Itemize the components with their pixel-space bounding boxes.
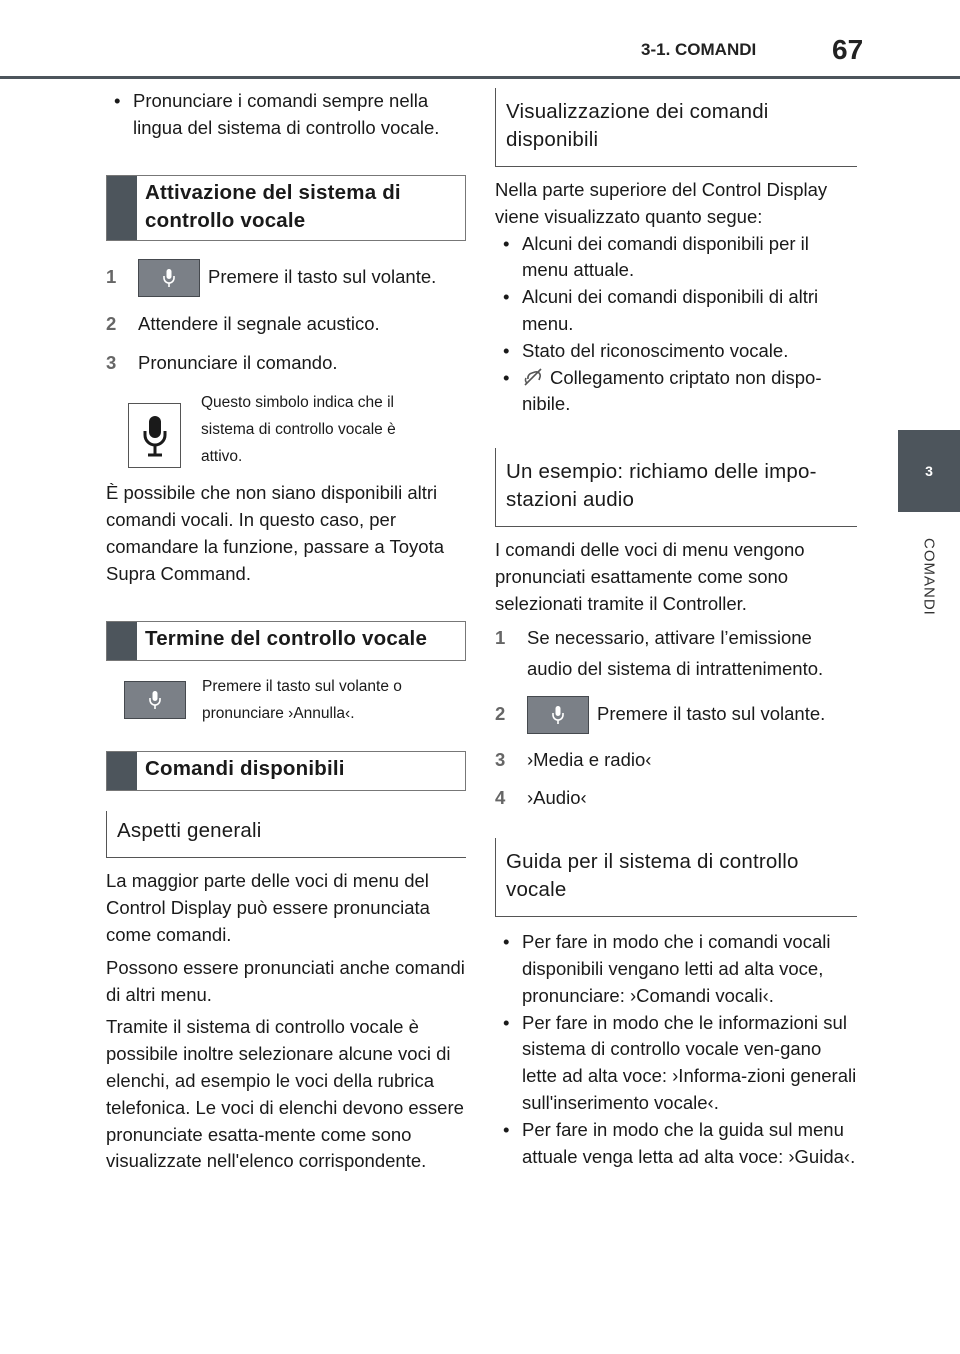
no-encrypted-connection-icon [522, 367, 544, 387]
general-paragraph-1: La maggior parte delle voci di menu del Control Display può essere pronunciata come comandi. [106, 870, 430, 945]
display-bullet-4-text: Collegamento criptato non dispo-nibile. [522, 366, 822, 415]
step-text: ›Media e radio‹ [527, 748, 652, 770]
activation-step-2 [106, 311, 466, 338]
microphone-icon [148, 690, 162, 710]
general-paragraph-3: Tramite il sistema di controllo vocale è possibile inoltre selezionare alcune voci di elenchi, ad esempio le voci della rubrica telefonica. Le voci di elenchi devono essere pronunciate esatta-mente come sono visualizzate nell'elenco corrispondente. [106, 1016, 464, 1172]
step-number: 2 [106, 312, 117, 334]
display-bullet-4 [495, 365, 857, 419]
example-step-4 [495, 785, 857, 812]
voice-active-symbol [128, 403, 181, 468]
left-column [106, 88, 466, 1175]
page-number: 67 [832, 34, 864, 65]
step-text: ›Audio‹ [527, 787, 587, 809]
step-number: 1 [495, 626, 506, 648]
guide-bullet-1: • Per fare in modo che i comandi vocali disponibili vengano letti ad alta voce, pronunciare: ›Comandi vocali‹. [495, 929, 857, 1009]
example-step-1 [495, 622, 857, 684]
display-bullet-1: • Alcuni dei comandi disponibili per il menu attuale. [495, 231, 857, 285]
section-title: 3-1. COMANDI [641, 40, 757, 59]
chapter-tab[interactable] [898, 430, 960, 512]
voice-button[interactable] [138, 259, 200, 297]
subheading-example: Un esempio: richiamo delle impo-stazioni audio [495, 448, 857, 527]
step-number: 4 [495, 787, 506, 809]
voice-button[interactable] [124, 681, 186, 719]
step-text: Se necessario, attivare l’emissione audio del sistema di intrattenimento. [527, 626, 824, 679]
display-bullet-3: • Stato del riconoscimento vocale. [495, 338, 857, 365]
microphone-icon [142, 414, 168, 458]
chapter-tab-label: COMANDI [920, 538, 938, 616]
step-text: Pronunciare il comando. [138, 352, 338, 374]
chapter-tab-number: 3 [925, 463, 933, 479]
subheading-display: Visualizzazione dei comandi disponibili [495, 88, 857, 167]
step-number: 1 [106, 266, 117, 288]
right-column [495, 88, 857, 1170]
guide-bullet-3: • Per fare in modo che la guida sul menu attuale venga letta ad alta voce: ›Guida‹. [495, 1117, 857, 1171]
voice-active-note [106, 389, 466, 470]
step-number: 3 [495, 748, 506, 770]
example-step-3 [495, 747, 857, 774]
step-text: Attendere il segnale acustico. [138, 312, 380, 334]
heading-end-voice-control: Termine del controllo vocale [106, 621, 466, 661]
subheading-general: Aspetti generali [106, 811, 466, 858]
voice-button[interactable] [527, 696, 589, 734]
step-text: Premere il tasto sul volante. [597, 703, 826, 725]
example-intro: I comandi delle voci di menu vengono pronunciati esattamente come sono selezionati tramite il Controller. [495, 539, 805, 614]
microphone-icon [551, 705, 565, 725]
display-intro: Nella parte superiore del Control Display viene visualizzato quanto segue: [495, 179, 828, 227]
activation-step-1 [106, 259, 466, 297]
end-note-text: Premere il tasto sul volante o pronunciare ›Annulla‹. [202, 678, 402, 723]
heading-available-commands: Comandi disponibili [106, 751, 466, 791]
availability-paragraph: È possibile che non siano disponibili altri comandi vocali. In questo caso, per comandare la funzione, passare a Toyota Supra Command. [106, 482, 445, 584]
microphone-icon [162, 268, 176, 288]
example-step-2 [495, 696, 857, 734]
end-voice-note [106, 673, 466, 727]
subheading-guide: Guida per il sistema di controllo vocale [495, 838, 857, 917]
guide-bullet-2: • Per fare in modo che le informazioni sul sistema di controllo vocale ven-gano lette ad alta voce: ›Informa-zioni generali sull'inserimento vocale‹. [495, 1010, 857, 1117]
header-rule [0, 76, 960, 79]
display-bullet-2: • Alcuni dei comandi disponibili di altri menu. [495, 284, 857, 338]
step-number: 3 [106, 352, 117, 374]
activation-step-3 [106, 350, 466, 377]
step-number: 2 [495, 703, 506, 725]
step-text: Premere il tasto sul volante. [208, 266, 437, 288]
heading-activation: Attivazione del sistema di controllo vocale [106, 175, 466, 241]
general-paragraph-2: Possono essere pronunciati anche comandi di altri menu. [106, 956, 465, 1005]
intro-bullet: • Pronunciare i comandi sempre nella lingua del sistema di controllo vocale. [106, 88, 466, 142]
symbol-note-text: Questo simbolo indica che il sistema di controllo vocale è attivo. [201, 394, 396, 466]
